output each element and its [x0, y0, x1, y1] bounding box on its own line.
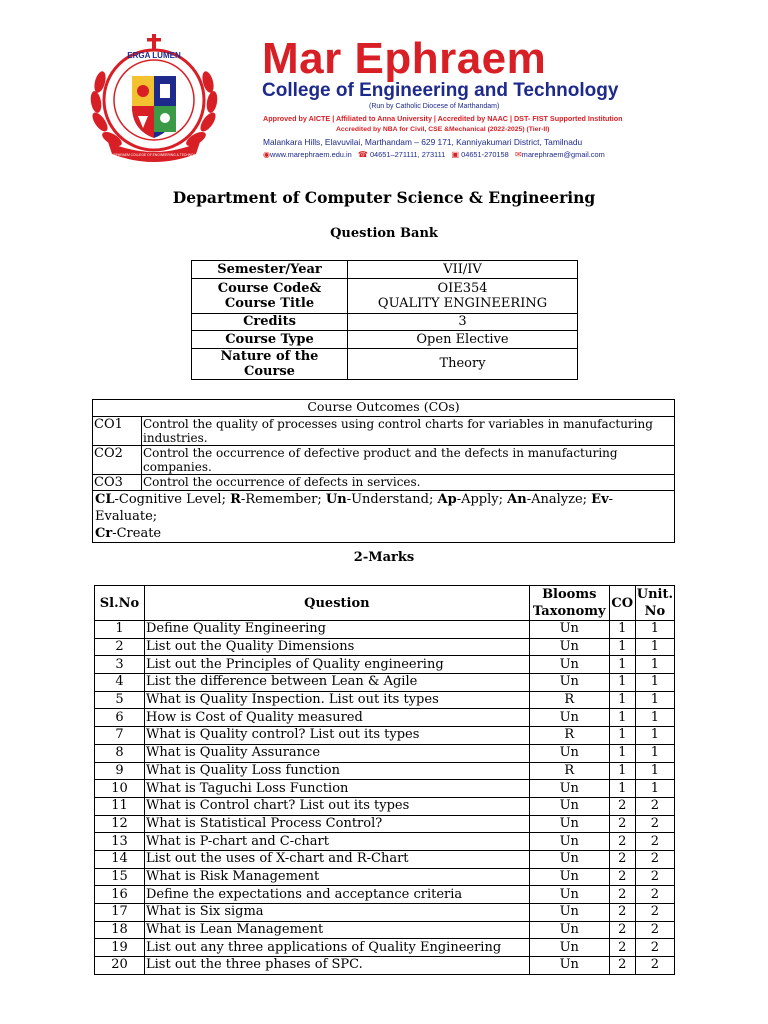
- question-unit: 2: [635, 868, 674, 886]
- question-co: 2: [609, 797, 635, 815]
- header-blooms-line2: Taxonomy: [532, 604, 606, 619]
- question-text: What is Six sigma: [145, 904, 530, 922]
- info-value: VII/IV: [348, 261, 578, 279]
- course-title: QUALITY ENGINEERING: [377, 295, 548, 311]
- info-value: [348, 278, 578, 313]
- header-unit-line1: Unit.: [636, 587, 673, 602]
- question-unit: 2: [635, 850, 674, 868]
- question-co: 1: [609, 621, 635, 639]
- question-blooms-level: Un: [529, 850, 609, 868]
- question-co: 2: [609, 939, 635, 957]
- question-unit: 1: [635, 691, 674, 709]
- question-blooms-level: Un: [529, 638, 609, 656]
- question-text: What is Control chart? List out its types: [145, 797, 530, 815]
- question-slno: 10: [95, 780, 145, 798]
- phone-number: 04651–271111, 273111: [369, 150, 446, 159]
- question-text: Define Quality Engineering: [145, 621, 530, 639]
- legend-code: Ev: [591, 492, 609, 507]
- info-value: Theory: [348, 348, 578, 379]
- question-blooms-level: R: [529, 691, 609, 709]
- question-unit: 2: [635, 921, 674, 939]
- question-row: [95, 833, 675, 851]
- legend-code: Cr: [95, 526, 113, 541]
- question-slno: 16: [95, 886, 145, 904]
- question-blooms-level: Un: [529, 797, 609, 815]
- question-text: What is Risk Management: [145, 868, 530, 886]
- question-blooms-level: Un: [529, 815, 609, 833]
- question-co: 2: [609, 850, 635, 868]
- college-name: Mar Ephraem: [262, 34, 547, 83]
- question-blooms-level: Un: [529, 833, 609, 851]
- question-row: [95, 957, 675, 975]
- question-blooms-level: Un: [529, 904, 609, 922]
- course-info-row: [192, 313, 578, 331]
- question-co: 1: [609, 780, 635, 798]
- question-text: What is Quality control? List out its types: [145, 727, 530, 745]
- run-by-line: (Run by Catholic Diocese of Marthandam): [369, 103, 500, 110]
- question-text: List out the three phases of SPC.: [145, 957, 530, 975]
- letterhead: [86, 34, 686, 164]
- fax-number: 04651-270158: [461, 150, 509, 159]
- college-seal-logo: [86, 34, 222, 164]
- question-row: [95, 921, 675, 939]
- question-co: 1: [609, 656, 635, 674]
- info-value: Open Elective: [348, 331, 578, 349]
- question-slno: 17: [95, 904, 145, 922]
- header-blooms-line1: Blooms: [542, 587, 597, 602]
- seal-motto: ERGA LUMEN: [127, 51, 181, 60]
- question-row: [95, 621, 675, 639]
- course-info-row: [192, 261, 578, 279]
- legend-code: Un: [325, 492, 347, 507]
- question-co: 1: [609, 709, 635, 727]
- question-row: [95, 762, 675, 780]
- question-co: 1: [609, 727, 635, 745]
- question-co: 1: [609, 691, 635, 709]
- question-text: What is P-chart and C-chart: [145, 833, 530, 851]
- question-text: What is Statistical Process Control?: [145, 815, 530, 833]
- question-row: [95, 656, 675, 674]
- question-row: [95, 797, 675, 815]
- question-unit: 2: [635, 833, 674, 851]
- course-info-table: [191, 260, 578, 380]
- question-blooms-level: Un: [529, 921, 609, 939]
- question-unit: 1: [635, 762, 674, 780]
- address-line: Malankara Hills, Elavuvilai, Marthandam – 629 171, Kanniyakumari District, Tamilnadu: [263, 137, 583, 147]
- question-co: 1: [609, 674, 635, 692]
- co-description: Control the quality of processes using control charts for variables in manufacturing industries.: [142, 417, 675, 446]
- question-row: [95, 904, 675, 922]
- question-slno: 18: [95, 921, 145, 939]
- header-question: Question: [145, 586, 530, 621]
- question-text: Define the expectations and acceptance criteria: [145, 886, 530, 904]
- question-unit: 1: [635, 656, 674, 674]
- seal-band-text: MAR EPHRAEM COLLEGE OF ENGINEERING & TECHNOLOGY: [105, 153, 203, 157]
- question-slno: 5: [95, 691, 145, 709]
- question-row: [95, 815, 675, 833]
- question-row: [95, 727, 675, 745]
- question-slno: 3: [95, 656, 145, 674]
- question-row: [95, 638, 675, 656]
- question-slno: 20: [95, 957, 145, 975]
- question-text: What is Quality Assurance: [145, 744, 530, 762]
- course-outcomes-table: [92, 399, 675, 543]
- question-text: List out the Principles of Quality engineering: [145, 656, 530, 674]
- question-blooms-level: R: [529, 727, 609, 745]
- legend-meaning: -Remember;: [240, 492, 326, 507]
- question-text: What is Quality Loss function: [145, 762, 530, 780]
- question-table-header: [95, 586, 675, 621]
- question-row: [95, 709, 675, 727]
- legend-code: R: [230, 492, 241, 507]
- question-table-body: [95, 621, 675, 975]
- question-unit: 1: [635, 727, 674, 745]
- accreditation-line: Accredited by NBA for Civil, CSE &Mechanical (2022-2025) (Tier-II): [336, 126, 550, 133]
- co-id: CO1: [93, 417, 142, 446]
- question-slno: 19: [95, 939, 145, 957]
- question-co: 2: [609, 921, 635, 939]
- question-unit: 1: [635, 638, 674, 656]
- question-slno: 4: [95, 674, 145, 692]
- course-info-row: [192, 348, 578, 379]
- legend-code: An: [507, 492, 527, 507]
- question-unit: 1: [635, 744, 674, 762]
- legend-meaning: -Evaluate;: [95, 492, 614, 524]
- course-outcome-row: [93, 446, 675, 475]
- co-description: Control the occurrence of defective product and the defects in manufacturing companies.: [142, 446, 675, 475]
- info-label: Nature of the Course: [192, 348, 348, 379]
- question-slno: 1: [95, 621, 145, 639]
- course-outcome-row: [93, 417, 675, 446]
- question-co: 1: [609, 638, 635, 656]
- question-text: What is Quality Inspection. List out its types: [145, 691, 530, 709]
- question-unit: 2: [635, 815, 674, 833]
- header-slno: Sl.No: [95, 586, 145, 621]
- question-unit: 2: [635, 886, 674, 904]
- globe-icon: ◉: [263, 150, 270, 159]
- question-slno: 9: [95, 762, 145, 780]
- question-row: [95, 744, 675, 762]
- question-co: 2: [609, 904, 635, 922]
- cognitive-level-legend: [93, 491, 675, 543]
- question-unit: 1: [635, 709, 674, 727]
- legend-meaning: -Analyze;: [526, 492, 592, 507]
- co-id: CO3: [93, 475, 142, 491]
- question-co: 1: [609, 762, 635, 780]
- legend-meaning: -Apply;: [456, 492, 508, 507]
- co-description: Control the occurrence of defects in services.: [142, 475, 675, 491]
- question-blooms-level: Un: [529, 868, 609, 886]
- legend-code: Ap: [437, 492, 457, 507]
- contact-line: [263, 150, 605, 159]
- question-co: 2: [609, 957, 635, 975]
- question-unit: 1: [635, 621, 674, 639]
- question-unit: 1: [635, 674, 674, 692]
- question-row: [95, 886, 675, 904]
- question-slno: 15: [95, 868, 145, 886]
- question-row: [95, 780, 675, 798]
- info-label: Semester/Year: [192, 261, 348, 279]
- header-unit-line2: No: [644, 604, 666, 619]
- website-link[interactable]: www.marephraem.edu.in: [269, 150, 352, 159]
- question-text: List out any three applications of Quality Engineering: [145, 939, 530, 957]
- header-unit: [635, 586, 674, 621]
- legend-meaning: -Create: [112, 526, 162, 541]
- header-co: CO: [609, 586, 635, 621]
- question-co: 2: [609, 886, 635, 904]
- marks-section-title: 2-Marks: [353, 550, 415, 565]
- question-blooms-level: Un: [529, 886, 609, 904]
- fax-icon: ▣: [451, 150, 460, 159]
- question-co: 2: [609, 833, 635, 851]
- header-blooms: [529, 586, 609, 621]
- question-slno: 12: [95, 815, 145, 833]
- course-code: OIE354: [437, 280, 488, 296]
- question-table: [94, 585, 675, 975]
- question-text: List out the Quality Dimensions: [145, 638, 530, 656]
- co-id: CO2: [93, 446, 142, 475]
- question-co: 1: [609, 744, 635, 762]
- info-label: Credits: [192, 313, 348, 331]
- question-row: [95, 939, 675, 957]
- course-outcome-row: [93, 475, 675, 491]
- question-text: List out the uses of X-chart and R-Chart: [145, 850, 530, 868]
- question-slno: 13: [95, 833, 145, 851]
- question-row: [95, 850, 675, 868]
- question-slno: 11: [95, 797, 145, 815]
- question-unit: 2: [635, 957, 674, 975]
- question-co: 2: [609, 868, 635, 886]
- info-label: Course Code& Course Title: [192, 278, 348, 313]
- info-label: Course Type: [192, 331, 348, 349]
- question-blooms-level: R: [529, 762, 609, 780]
- question-blooms-level: Un: [529, 674, 609, 692]
- question-slno: 6: [95, 709, 145, 727]
- question-row: [95, 691, 675, 709]
- question-unit: 2: [635, 939, 674, 957]
- info-value: 3: [348, 313, 578, 331]
- question-slno: 8: [95, 744, 145, 762]
- question-slno: 14: [95, 850, 145, 868]
- question-blooms-level: Un: [529, 780, 609, 798]
- question-slno: 7: [95, 727, 145, 745]
- question-text: How is Cost of Quality measured: [145, 709, 530, 727]
- question-bank-title: Question Bank: [330, 226, 438, 241]
- course-info-row: [192, 331, 578, 349]
- legend-meaning: -Cognitive Level;: [114, 492, 231, 507]
- approval-line: Approved by AICTE | Affiliated to Anna University | Accredited by NAAC | DST- FIST Supported Institution: [263, 114, 623, 123]
- legend-code: CL: [95, 492, 115, 507]
- legend-meaning: -Understand;: [346, 492, 438, 507]
- email-icon: ✉: [514, 150, 522, 159]
- question-blooms-level: Un: [529, 744, 609, 762]
- question-slno: 2: [95, 638, 145, 656]
- question-blooms-level: Un: [529, 709, 609, 727]
- question-text: What is Lean Management: [145, 921, 530, 939]
- email-link[interactable]: marephraem@gmail.com: [521, 150, 605, 159]
- question-unit: 2: [635, 904, 674, 922]
- question-unit: 1: [635, 780, 674, 798]
- question-blooms-level: Un: [529, 656, 609, 674]
- question-text: List the difference between Lean & Agile: [145, 674, 530, 692]
- question-text: What is Taguchi Loss Function: [145, 780, 530, 798]
- question-blooms-level: Un: [529, 957, 609, 975]
- department-title: Department of Computer Science & Engineering: [172, 188, 596, 207]
- question-row: [95, 674, 675, 692]
- course-info-row: [192, 278, 578, 313]
- course-outcomes-header: Course Outcomes (COs): [93, 400, 675, 417]
- question-co: 2: [609, 815, 635, 833]
- question-row: [95, 868, 675, 886]
- question-blooms-level: Un: [529, 939, 609, 957]
- college-subtitle: College of Engineering and Technology: [262, 80, 619, 101]
- question-blooms-level: Un: [529, 621, 609, 639]
- question-unit: 2: [635, 797, 674, 815]
- phone-icon: ☎: [357, 150, 368, 159]
